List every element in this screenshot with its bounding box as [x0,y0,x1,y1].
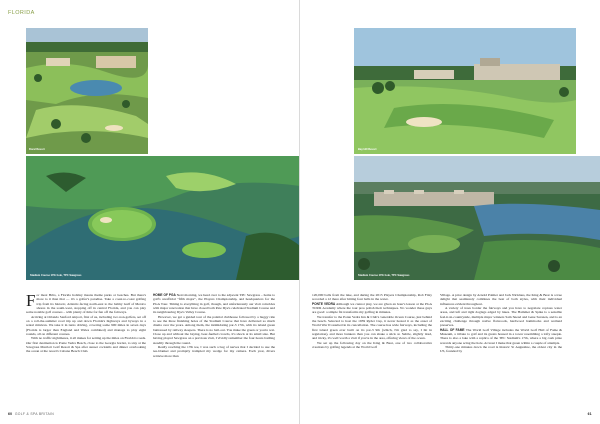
article-column-3 [312,293,432,349]
island-green-image [26,156,300,280]
course-aerial-image [354,156,600,280]
resort-aerial-image [26,28,148,154]
col1-paragraph-1: or most Brits, a Florida holiday means theme parks or beaches. But there's more to it than that — it's a golfer's paradise. Take a coast-to-coast golfing trip from its historic, Atlantic-facing north-east to the balmy Gulf of Mexico shores in the south-west, stopping off in central Florida, and you can play some notable golf courses – with plenty of time for fun off the fairways. [26,293,146,315]
article-column-4 [440,293,562,354]
col4-paragraph-1: Village. A prior design by Arnold Palmer and Jack Nicklaus, the King & Bear is a true delight that seamlessly combines the best of both styles, with their individual influences evident throughout. [440,293,562,306]
photo-caption-4: Stadium Course 17th hole, TPC Sawgrass [358,274,410,277]
photo-caption-1: Doral Resort [29,148,45,151]
subhead-home-of-pga: HOME OF PGA [153,293,176,297]
col3-paragraph-4: We set up the following day on the King & Bear, one of two collaborative creations by golfing legends at the World Golf [312,340,432,350]
photo-island-green [26,156,300,280]
article-column-2 [153,293,275,358]
col4-paragraph-3: The World Golf Village includes the World Golf Hall of Fame & Museum, a tribute to golf and its greats housed in a tower resembling a lofty steeple. There is also a lake with a replica of the TPC Stadium's 17th, where a big cash prize rewards anyone acing the hole. At least I make that green within a couple of attempts. [440,327,562,345]
col1-paragraph-3: With no traffic nightmares, it all makes for setting up the miles on Florida's roads. Our first destination is Ponte Vedra Beach, close to the Georgia border, to stay at the Sawgrass Marriott Golf Resort & Spa after sunset cocktails and dinner overlooking the ocean at the resort's Cabana Beach Club. [26,336,146,354]
right-page [300,0,600,424]
section-header: FLORIDA [8,10,35,16]
page-number-right: 61 [587,412,592,416]
photo-clubhouse [354,28,576,154]
col3-paragraph-2: Although we cannot play, we are given an hour's lesson at the PGA TOUR Academy where the tour pros polish their techniques. No wonder these guys are good: a simple fix transforms my golfing in minutes. [312,301,433,315]
photo-resort-aerial [26,28,148,154]
folio-right [588,412,592,416]
col2-paragraph-1: Next morning, we head over to the adjacent TPC Sawgrass – home to golf's unofficial "fifth major", the Players Championship, and headquarters for the PGA Tour. Timing is everything in golf, though, and unfortunately our visit coincides with major renovation that have closed both Pete Dye's celebrated Stadium Course and its neighbouring Dye's Valley Course. [153,293,276,315]
col1-paragraph-2: Arriving at Orlando Sanford Airport, first of us, including two non-golfers, set off on a roll-the-summer road trip up and down Florida's highways and byways in a rental minivan. We take it in turns driving, covering some 900 miles in seven days (Florida is larger than England and Wales combined) and manage to play eight rounds, all on different courses. [26,314,146,337]
subhead-ponte-vedra: PONTE VEDRA [312,301,336,306]
drop-cap: F [26,291,36,310]
folio-left [8,412,54,416]
col4-paragraph-4: Thirty-one minutes down the road is historic St Augustine, the oldest city in the US, founded by [440,345,562,354]
clubhouse-image [354,28,576,154]
photo-caption-3: Stadium Course 17th hole, TPC Sawgrass [30,274,82,277]
subhead-hall-of-fame: HALL OF FAME [440,327,465,332]
page-number-left: 60 [8,412,13,416]
col2-paragraph-3: Really reaching the 17th tee, I was such a bag of nerves that I decided to use the tea-blanket and promptly trampled my wedge for my camera. Each year, divers retrieve more than [153,345,275,358]
col4-paragraph-2: A variety of trees border the fairways and you have to negotiate copious water areas, and left and right doglegs edged by lakes. The Hammer & Spike is a sensible feel-it-in-countryside, multiple major winners Sam Snead and Gene Sarazen, and is an exciting challenge through native flatwoods, hardwood hammocks and wetland preserves. [440,306,562,328]
photo-course-aerial [354,156,600,280]
magazine-title: GOLF & SPA BRITAIN [14,412,55,416]
article-column-1 [26,293,146,354]
col3-paragraph-3: We transfer to the Ponte Vedra Inn & Club's venerable Ocean Course, just behind the beach. Selected to host the 1939 Ryder Cup, it never hosted it as the onset of World War II resulted in its cancellation. The course has wide fairways, including the first island green ever built on its par-3 9th (which, I'm glad to say, I hit in regulation), and more bunkers than you can shake a stick at. Subtle, slightly tired, and tricky, it's well worth a visit if you're in the area, offering views of the ocean. [312,314,432,341]
col2-paragraph-2: However, we get a guided tour of the palatial clubhouse followed by a buggy ride to see the three finishing holes of the Stadium Course that have delivered so much drama over the years. Among them, the intimidating par-3 17th, with its island green buttressed by railway sleepers. There is no bail-out. You make the green or you're wet. Close up and without the baying, beer-fuelled crowds, it's shock at its small size. But having played Sawgrass on a previous visit, I vividly remember the four hours battling steadily through the round. [153,314,275,345]
photo-caption-2: Bay Hill Resort [358,148,377,151]
col3-paragraph-1: 120,000 balls from the lake, and during the 2015 Players Championship, Rob Fitzy recorded a 12 there after hitting four balls in the water. [312,293,432,302]
